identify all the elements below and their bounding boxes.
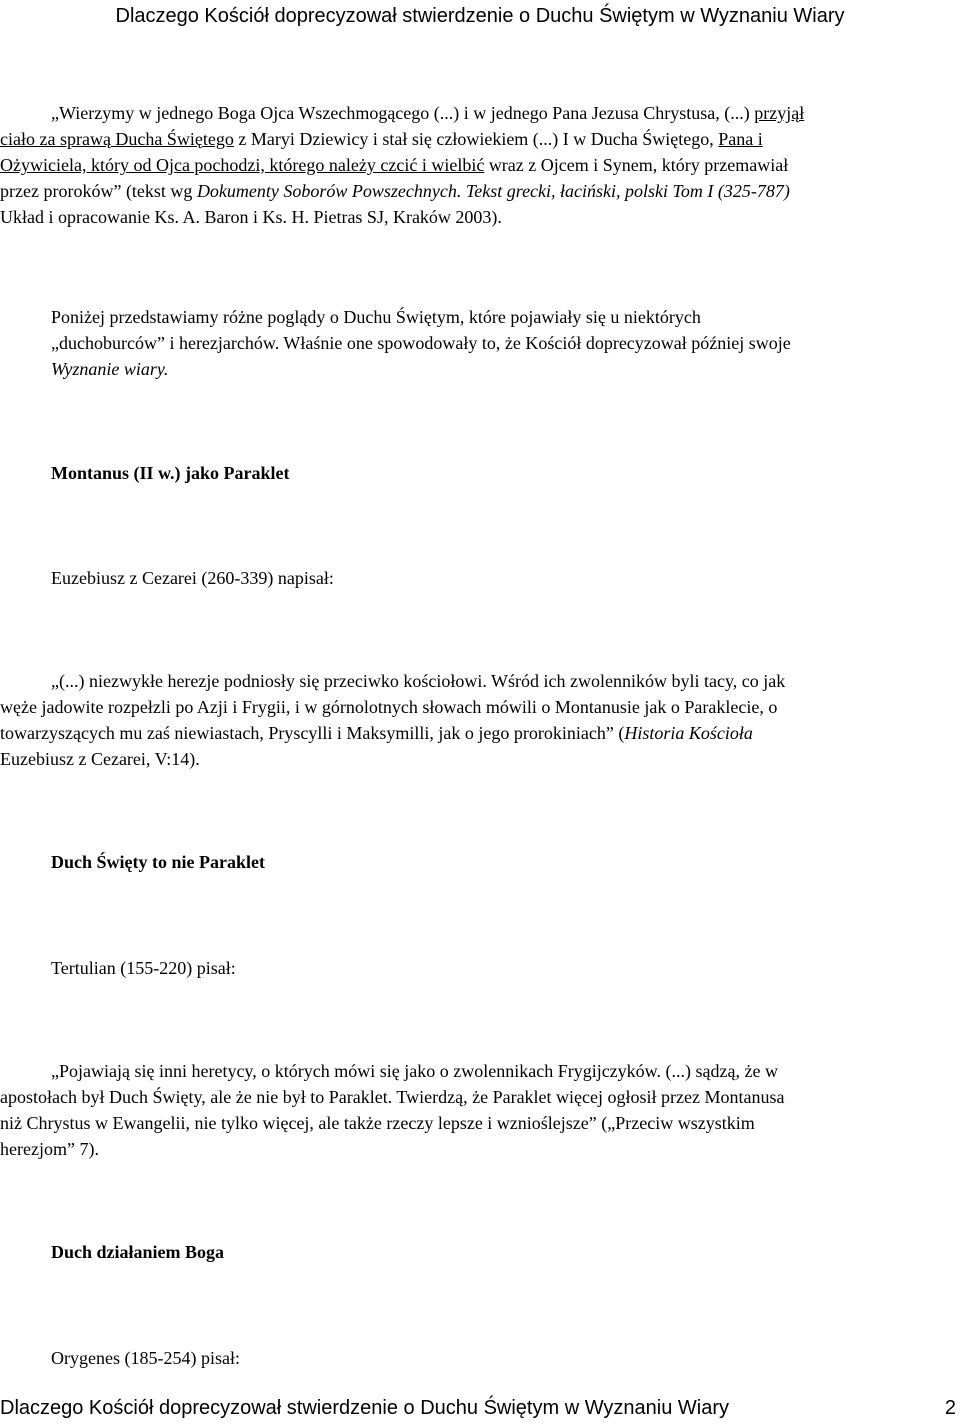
section-heading-duch-dzialaniem: Duch działaniem Boga — [51, 1242, 225, 1262]
creed-text: wraz z Ojcem i Synem, który przemawiał — [484, 155, 789, 175]
section1-quote-line-4: Euzebiusz z Cezarei, V:14). — [0, 749, 200, 769]
quote-text: towarzyszących mu zaś niewiastach, Pryscylli i Maksymilli, jak o jego prorokiniach” ( — [0, 723, 625, 743]
section2-quote — [0, 1058, 960, 1162]
page-header — [0, 2, 960, 32]
creed-quote — [0, 100, 960, 230]
section2-quote-line-1: „Pojawiają się inni heretycy, o których mówi się jako o zwolennikach Frygijczyków. (...) sądzą, że w — [51, 1061, 778, 1081]
creed-line-5: Układ i opracowanie Ks. A. Baron i Ks. H. Pietras SJ, Kraków 2003). — [0, 207, 502, 227]
running-title: Dlaczego Kościół doprecyzował stwierdzenie o Duchu Świętym w Wyznaniu Wiary — [115, 5, 845, 27]
creed-underlined: ciało za sprawą Ducha Świętego — [0, 129, 234, 149]
creed-line-3 — [0, 152, 960, 178]
section2-quote-line-3: niż Chrystus w Ewangelii, nie tylko więcej, ale także rzeczy lepsze i wznioślejsze” („Przeciw wszystkim — [0, 1113, 755, 1133]
section1-quote-line-2: węże jadowite rozpełzli po Azji i Frygii, i w górnolotnych słowach mówili o Montanusie jak o Paraklecie, o — [0, 697, 778, 717]
section1-quote-line-1: „(...) niezwykłe herezje podniosły się przeciwko kościołowi. Wśród ich zwolenników byli tacy, co jak — [51, 671, 786, 691]
creed-line-1 — [0, 100, 960, 126]
creed-underlined: przyjął — [754, 103, 805, 123]
creed-line-4 — [0, 178, 960, 204]
section-heading-paraklet: Duch Święty to nie Paraklet — [51, 852, 265, 872]
section1-quote-line-3 — [0, 720, 960, 746]
section1-source: Euzebiusz z Cezarei (260-339) napisał: — [51, 568, 334, 588]
section-heading-montanus: Montanus (II w.) jako Paraklet — [51, 463, 290, 483]
page-footer — [0, 1394, 960, 1424]
section2-quote-line-2: apostołach był Duch Święty, ale że nie był to Paraklet. Twierdzą, że Paraklet więcej ogłosił przez Montanusa — [0, 1087, 785, 1107]
section2-source: Tertulian (155-220) pisał: — [51, 958, 236, 978]
creed-line-2 — [0, 126, 960, 152]
quote-source-title: Historia Kościoła — [624, 723, 753, 743]
section1-quote — [0, 668, 960, 772]
intro-line-1: Poniżej przedstawiamy różne poglądy o Duchu Świętym, które pojawiały się u niektórych — [51, 307, 701, 327]
creed-underlined: Ożywiciela, który od Ojca pochodzi, którego należy czcić i wielbić — [0, 155, 485, 175]
creed-text: „Wierzymy w jednego Boga Ojca Wszechmogącego (...) i w jednego Pana Jezusa Chrystusa, (...) — [51, 103, 755, 123]
intro-paragraph — [0, 304, 960, 382]
page-number: 2 — [944, 1397, 956, 1419]
creed-text: przez proroków” (tekst wg — [0, 181, 197, 201]
creed-underlined: Pana i — [718, 129, 763, 149]
section2-quote-line-4: herezjom” 7). — [0, 1139, 99, 1159]
creed-text: z Maryi Dziewicy i stał się człowiekiem (...) I w Ducha Świętego, — [233, 129, 719, 149]
intro-line-2: „duchoburców” i herezjarchów. Właśnie one spowodowały to, że Kościół doprecyzował później swoje — [51, 333, 791, 353]
intro-line-3: Wyznanie wiary. — [51, 359, 169, 379]
creed-source-title: Dokumenty Soborów Powszechnych. Tekst grecki, łaciński, polski Tom I (325-787) — [196, 181, 790, 201]
footer-title: Dlaczego Kościół doprecyzował stwierdzenie o Duchu Świętym w Wyznaniu Wiary — [0, 1397, 729, 1419]
section3-source: Orygenes (185-254) pisał: — [51, 1348, 240, 1368]
